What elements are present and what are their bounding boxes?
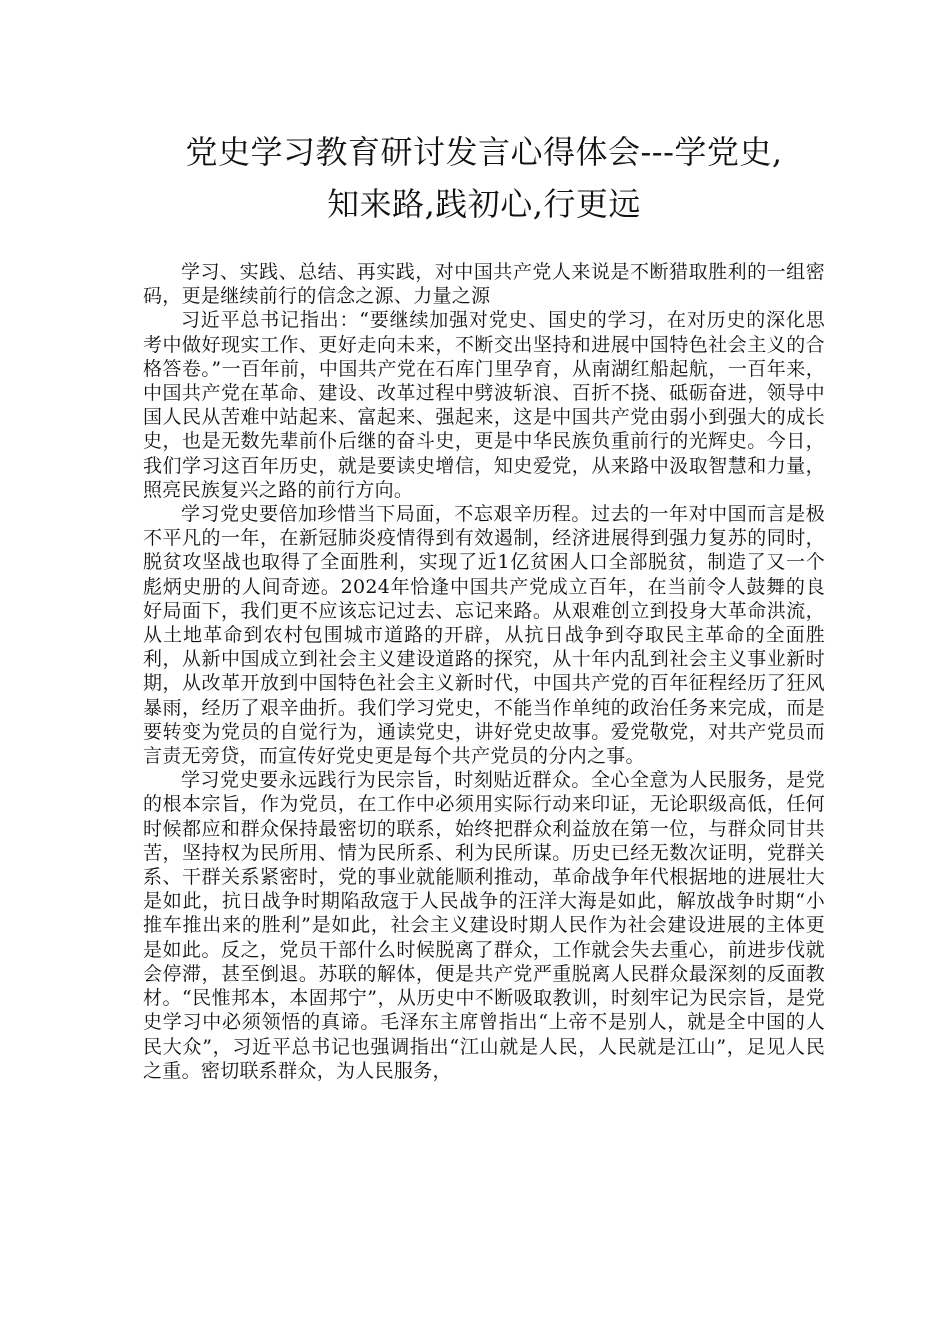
paragraph-4: 学习党史要永远践行为民宗旨，时刻贴近群众。全心全意为人民服务，是党的根本宗旨，作为党员，在工作中必须用实际行动来印证，无论职级高低，任何时候都应和群众保持最密切的联系，始终把群众利益放在第一位，与群众同甘共苦，坚持权为民所用、情为民所系、利为民所谋。历史已经无数次证明，党群关系、干群关系紧密时，党的事业就能顺利推动，革命战争年代根据地的进展壮大是如此，抗日战争时期陷敌寇于人民战争的汪洋大海是如此，解放战争时期“小推车推出来的胜利”是如此，社会主义建设时期人民作为社会建设进展的主体更是如此。反之，党员干部什么时候脱离了群众，工作就会失去重心，前进步伐就会停滞，甚至倒退。苏联的解体，便是共产党严重脱离人民群众最深刻的反面教材。“民惟邦本，本固邦宁”，从历史中不断吸取教训，时刻牢记为民宗旨，是党史学习中必须领悟的真谛。毛泽东主席曾指出“上帝不是别人，就是全中国的人民大众”，习近平总书记也强调指出“江山就是人民，人民就是江山”，足见人民之重。密切联系群众，为人民服务， [143, 769, 825, 1082]
paragraph-3: 学习党史要倍加珍惜当下局面，不忘艰辛历程。过去的一年对中国而言是极不平凡的一年，在新冠肺炎疫情得到有效遏制，经济进展得到强力复苏的同时，脱贫攻坚战也取得了全面胜利，实现了近1亿贫困人口全部脱贫，制造了又一个彪炳史册的人间奇迹。2024年恰逢中国共产党成立百年，在当前令人鼓舞的良好局面下，我们更不应该忘记过去、忘记来路。从艰难创立到投身大革命洪流，从土地革命到农村包围城市道路的开辟，从抗日战争到夺取民主革命的全面胜利，从新中国成立到社会主义建设道路的探究，从十年内乱到社会主义事业新时期，从改革开放到中国特色社会主义新时代，中国共产党的百年征程经历了狂风暴雨，经历了艰辛曲折。我们学习党史，不能当作单纯的政治任务来完成，而是要转变为党员的自觉行为，通读党史，讲好党史故事。爱党敬党，对共产党员而言责无旁贷，而宣传好党史更是每个共产党员的分内之事。 [143, 503, 825, 768]
paragraph-1: 学习、实践、总结、再实践，对中国共产党人来说是不断猎取胜利的一组密码，更是继续前行的信念之源、力量之源 [143, 261, 825, 308]
paragraph-2: 习近平总书记指出：“要继续加强对党史、国史的学习，在对历史的深化思考中做好现实工作、更好走向未来，不断交出坚持和进展中国特色社会主义的合格答卷。”一百年前，中国共产党在石库门里孕育，从南湖红船起航，一百年来，中国共产党在革命、建设、改革过程中劈波斩浪、百折不挠、砥砺奋进，领导中国人民从苦难中站起来、富起来、强起来，这是中国共产党由弱小到强大的成长史，也是无数先辈前仆后继的奋斗史，更是中华民族负重前行的光辉史。今日，我们学习这百年历史，就是要读史增信，知史爱党，从来路中汲取智慧和力量，照亮民族复兴之路的前行方向。 [143, 309, 825, 501]
document-page [143, 126, 825, 1083]
title-line-2: 知来路,践初心,行更远 [327, 185, 641, 223]
title-line-1: 党史学习教育研讨发言心得体会---学党史, [185, 133, 783, 171]
document-body [143, 260, 825, 1083]
document-title [143, 126, 825, 230]
